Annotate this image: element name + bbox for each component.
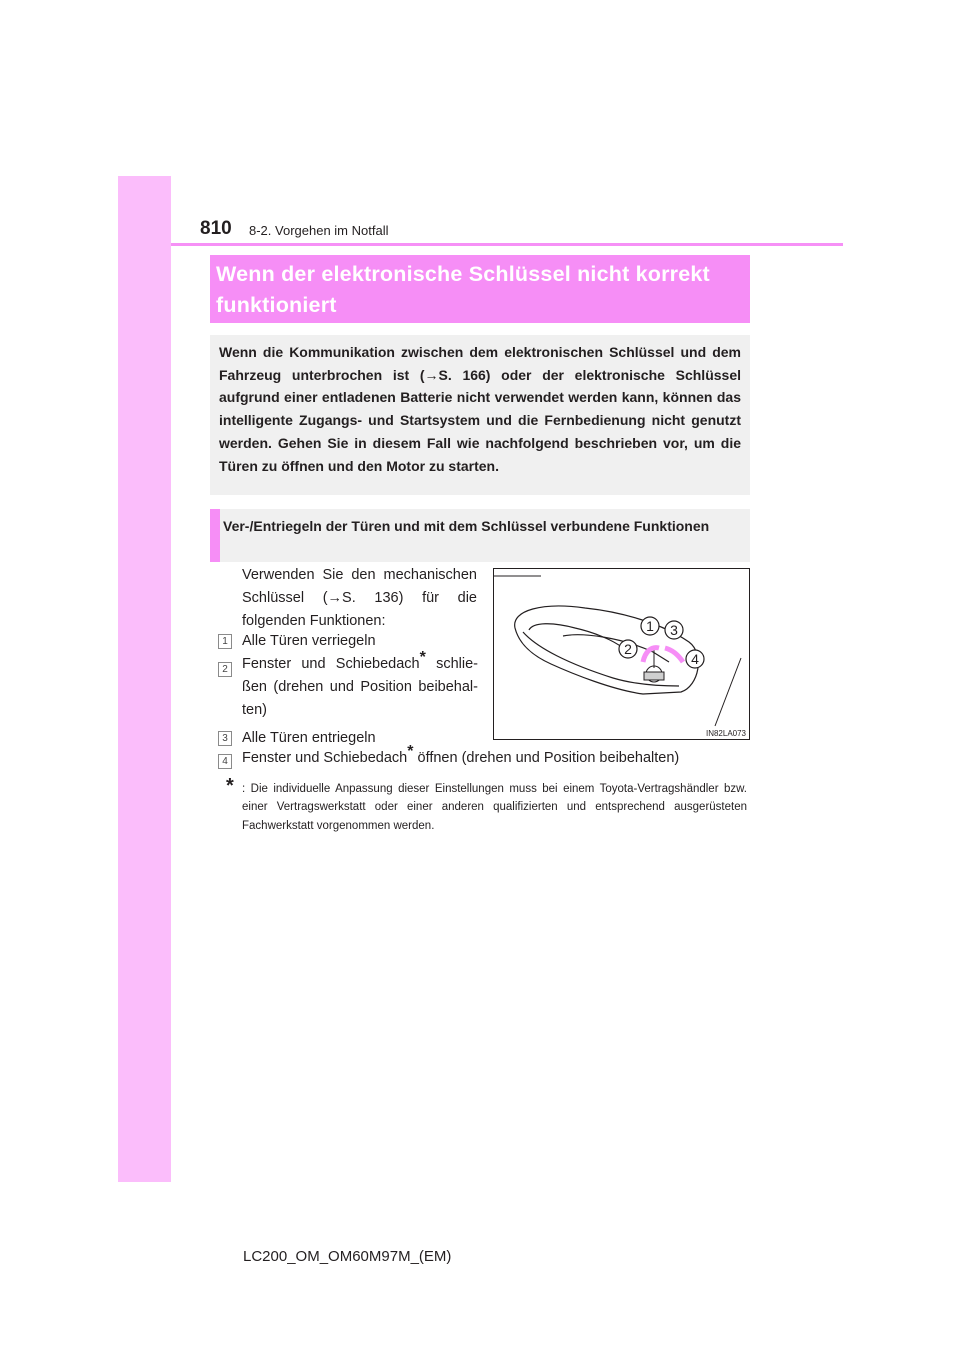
item-text-1: Alle Türen verriegeln — [242, 633, 376, 649]
subsection-title: Ver-/Entriegeln der Türen und mit dem Schlüssel verbundene Funktionen — [223, 518, 710, 534]
header-rule — [171, 243, 843, 246]
breadcrumb: 8-2. Vorgehen im Notfall — [249, 223, 389, 238]
illustration-code: IN82LA073 — [705, 729, 746, 738]
section-title: Wenn der elektronische Schlüssel nicht korrekt funktioniert — [216, 262, 710, 317]
item-number-1: 1 — [218, 634, 232, 649]
callout-2: 2 — [624, 641, 632, 657]
item-text-2: Fenster und Schiebedach* schließen (drehen und Position beibehalten) — [242, 649, 478, 718]
intro-text: Wenn die Kommunikation zwischen dem elektronischen Schlüssel und dem Fahrzeug unterbrochen ist (→S. 166) oder der elektronische Schlüssel aufgrund einer entladenen Batterie nicht verwendet werden kann, können das intelligente Zugangs- und Startsystem und die Fernbedienung nicht genutzt werden. Gehen Sie in diesem Fall wie nachfolgend beschrieben vor, um die Türen zu öffnen und den Motor zu starten. — [219, 344, 741, 474]
item-number-4: 4 — [218, 754, 232, 769]
callout-4: 4 — [691, 651, 699, 667]
door-handle-illustration — [493, 568, 750, 740]
subsection-accent-bar — [210, 509, 220, 562]
side-strip — [118, 176, 171, 1182]
item-number-2: 2 — [218, 662, 232, 677]
item-text-4: Fenster und Schiebedach* öffnen (drehen und Position beibehalten) — [242, 743, 680, 766]
item-number-3: 3 — [218, 731, 232, 746]
footnote-text: : Die individuelle Anpassung dieser Einstellungen muss bei einem Toyota-Vertragshändler bzw. einer Vertragswerkstatt oder einer anderen qualifizierten und entsprechend ausgerüsteten Fachwerkstatt vorgenommen werden. — [242, 783, 747, 832]
page-number: 810 — [200, 218, 232, 239]
footer-document-code: LC200_OM_OM60M97M_(EM) — [243, 1248, 452, 1265]
item-text-3: Alle Türen entriegeln — [242, 730, 376, 746]
callout-3: 3 — [670, 622, 678, 638]
body-text: Verwenden Sie den mechanischen Schlüssel (→S. 136) für die folgenden Funktionen: — [242, 567, 477, 629]
footnote-star: * — [226, 775, 234, 797]
callout-1: 1 — [646, 618, 654, 634]
